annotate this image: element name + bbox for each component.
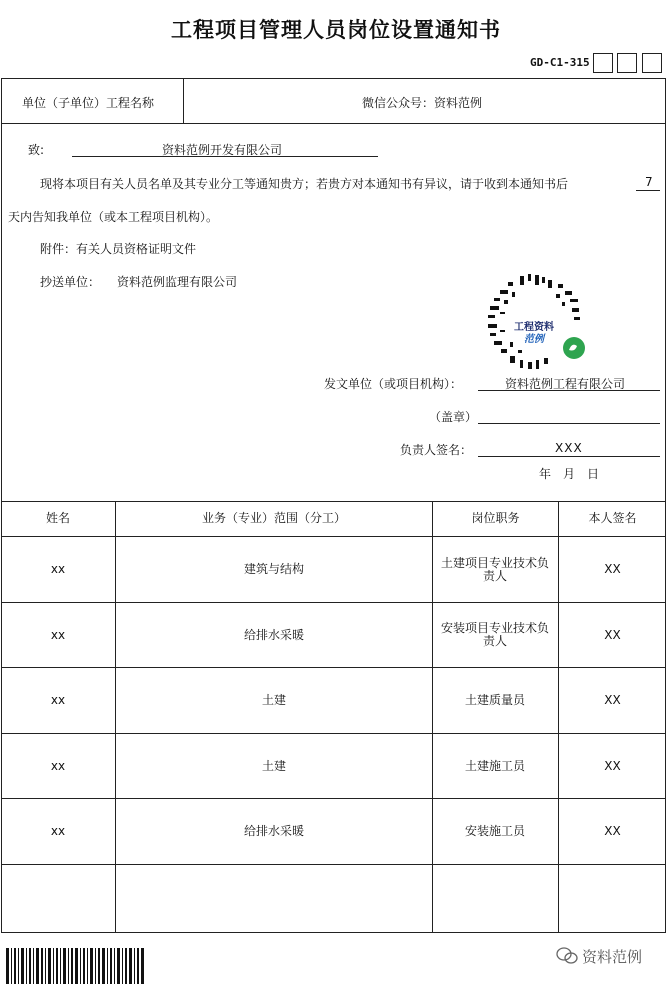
row3-scope[interactable]: 土建 (261, 693, 286, 707)
barcode-icon (6, 948, 146, 984)
row2-sign[interactable]: XX (604, 627, 621, 642)
body-line1: 现将本项目有关人员名单及其专业分工等通知贵方；若贵方对本通知书有异议，请于收到本通知书后 (40, 177, 569, 191)
row5-scope[interactable]: 给排水采暖 (243, 824, 304, 838)
row5-name[interactable]: xx (50, 824, 66, 838)
code-box-1[interactable] (593, 53, 613, 73)
row4-scope[interactable]: 土建 (261, 758, 286, 773)
row5-sign[interactable]: XX (604, 824, 621, 838)
to-value[interactable]: 资料范例开发有限公司 (162, 143, 283, 157)
signer-underline (478, 456, 660, 457)
empty-row[interactable] (1, 865, 666, 932)
signer-value[interactable]: XXX (555, 441, 583, 455)
row2-scope[interactable]: 给排水采暖 (243, 627, 304, 642)
wechat-icon (556, 947, 578, 969)
row3-sign[interactable]: XX (604, 693, 621, 707)
body-line2: 天内告知我单位（或本工程项目机构）。 (8, 210, 219, 224)
signer-label: 负责人签名： (400, 443, 473, 457)
seal-label: （盖章） (429, 410, 478, 424)
qr-text-2: 范例 (524, 334, 544, 345)
days-underline (636, 190, 660, 191)
row3-name[interactable]: xx (50, 693, 66, 707)
cc-label: 抄送单位： (40, 275, 101, 289)
code-box-3[interactable] (642, 53, 662, 73)
days-value[interactable]: 7 (645, 175, 653, 189)
row4-position[interactable]: 土建施工员 (464, 758, 525, 773)
issuer-value[interactable]: 资料范例工程有限公司 (505, 377, 626, 391)
code-box-2[interactable] (617, 53, 637, 73)
header-bottom-line (1, 123, 666, 124)
row1-scope[interactable]: 建筑与结构 (243, 562, 304, 576)
qr-code-icon (470, 272, 598, 372)
date-text[interactable]: 年 月 日 (539, 467, 600, 481)
unit-value[interactable]: 微信公众号：资料范例 (362, 96, 483, 110)
cc-value[interactable]: 资料范例监理有限公司 (117, 275, 238, 289)
row2-name[interactable]: xx (50, 627, 66, 642)
header-divider (183, 78, 184, 123)
row1-name[interactable]: xx (50, 562, 66, 576)
issuer-label: 发文单位（或项目机构）： (324, 377, 463, 391)
watermark-text: 资料范例 (582, 948, 643, 966)
header-scope: 业务（专业）范围（分工） (201, 511, 346, 525)
page-title: 工程项目管理人员岗位设置通知书 (171, 18, 501, 42)
to-underline (72, 156, 378, 157)
row3-position[interactable]: 土建质量员 (464, 693, 525, 707)
to-label: 致: (28, 143, 45, 157)
header-sign: 本人签名 (588, 511, 637, 525)
unit-label: 单位（子单位）工程名称 (22, 96, 155, 110)
row4-sign[interactable]: XX (604, 758, 621, 773)
watermark (556, 946, 642, 969)
issuer-underline (478, 390, 660, 391)
qr-text-1: 工程资料 (514, 322, 554, 333)
row4-name[interactable]: xx (50, 758, 66, 773)
row1-position[interactable]: 土建项目专业技术负责人 (440, 555, 549, 583)
form-code: GD-C1-315 (530, 56, 590, 69)
row2-position[interactable]: 安装项目专业技术负责人 (440, 621, 549, 648)
attachment-text: 附件：有关人员资格证明文件 (40, 242, 197, 256)
row1-sign[interactable]: XX (604, 562, 621, 576)
seal-underline (478, 423, 660, 424)
row5-position[interactable]: 安装施工员 (464, 824, 525, 838)
header-name: 姓名 (45, 511, 70, 525)
header-position: 岗位职务 (471, 511, 520, 525)
